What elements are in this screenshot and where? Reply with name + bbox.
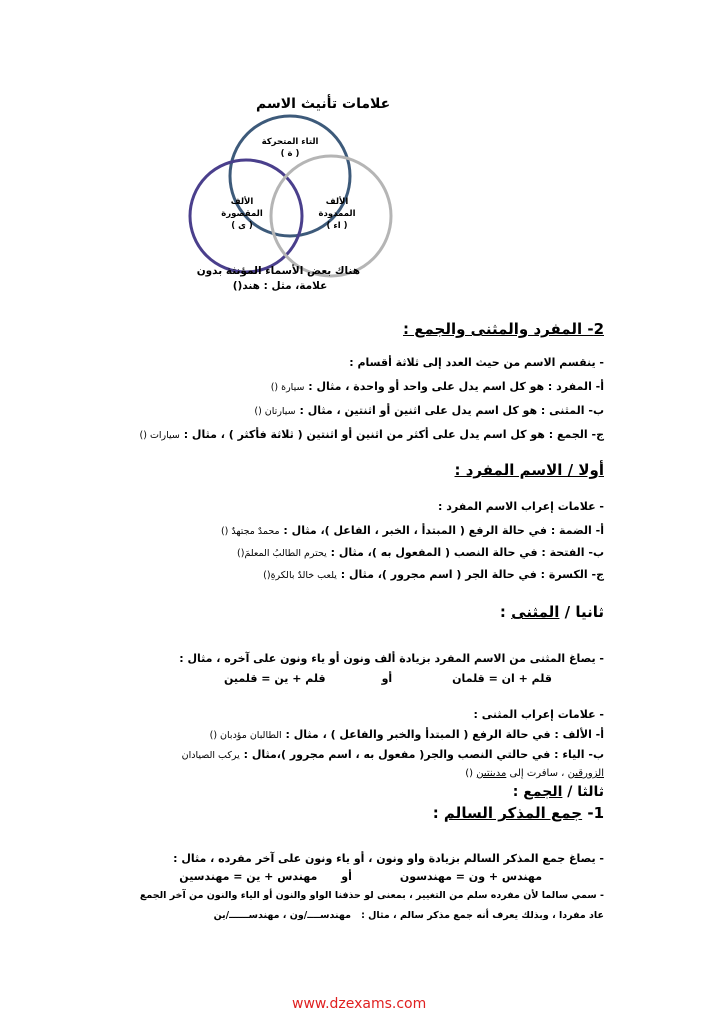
- muthanna-sign-b: ب- الياء : في حالتي النصب والجر( مفعول به ، اسم مجرور )،مثال : يركب الصيادان: [181, 748, 604, 761]
- venn-note: هناك بعض الأسماء المؤنثة بدون علامة، مثل : هند(): [196, 265, 360, 292]
- section2-heading: 2- المفرد والمثنى والجمع :: [403, 320, 604, 338]
- venn-label-right: الألف الممدودة ( اء ): [318, 197, 356, 231]
- venn-label-left: الألف المقصورة ( ى ): [221, 197, 263, 231]
- section2-intro: - ينقسم الاسم من حيث العدد إلى ثلاثة أقسام :: [349, 356, 604, 369]
- jam-examples: مهندس + ون = مهندسونأومهندس + ين = مهندسين: [179, 870, 542, 883]
- venn-label-top: التاء المتحركة ( ة ): [261, 137, 319, 159]
- muthanna-sign-a: أ- الألف : في حالة الرفع ( المبتدأ والخبر والفاعل ) ، مثال : الطالبان مؤدبان (): [209, 728, 604, 741]
- mufrad-item-b: ب- الفتحة : في حالة النصب ( المفعول به )، مثال : يحترم الطالبُ المعلمَ(): [237, 546, 604, 559]
- mufrad-item-c: ج- الكسرة : في حالة الجر ( اسم مجرور )، مثال : يلعب خالدٌ بالكرةِ(): [263, 568, 604, 581]
- mufrad-intro: - علامات إعراب الاسم المفرد :: [437, 500, 604, 513]
- jam-definition: - يصاغ جمع المذكر السالم بزيادة واو ونون ، أو ياء ونون على آخر مفرده ، مثال :: [173, 852, 604, 865]
- mufrad-heading: أولا / الاسم المفرد :: [454, 461, 604, 479]
- venn-title: علامات تأنيث الاسم: [256, 96, 391, 112]
- mufrad-item-a: أ- الضمة : في حالة الرفع ( المبتدأ ، الخبر ، الفاعل )، مثال : محمدٌ مجتهدٌ (): [220, 524, 604, 537]
- footer-url[interactable]: www.dzexams.com: [292, 996, 427, 1012]
- muthanna-sign-b-cont: الزورقين ، سافرت إلى مدينتين (): [465, 768, 604, 779]
- muthanna-definition: - يصاغ المثنى من الاسم المفرد بزيادة ألف ونون أو ياء ونون على آخره ، مثال :: [179, 652, 604, 665]
- section2-item-c: ج- الجمع : هو كل اسم يدل على أكثر من اثنين أو اثنتين ( ثلاثة فأكثر ) ، مثال : سيارات (): [139, 428, 604, 441]
- muthanna-heading: ثانيا / المثنى :: [499, 603, 604, 621]
- jam-note-2: عاد مفردا ، وبذلك يعرف أنه جمع مذكر سالم ، مثال :مهندســــ/ون ، مهندســــــ/ين: [213, 910, 604, 921]
- jam-subheading: 1- جمع المذكر السالم :: [432, 804, 604, 822]
- jam-note-1: - سمي سالما لأن مفرده سلم من التغيير ، بمعنى لو حذفنا الواو والنون أو الياء والنون من آخر الجمع: [139, 890, 604, 901]
- section2-item-b: ب- المثنى : هو كل اسم يدل على اثنين أو اثنتين ، مثال : سيارتان (): [254, 404, 604, 417]
- jam-heading: ثالثا / الجمع :: [512, 784, 604, 800]
- section2-item-a: أ- المفرد : هو كل اسم يدل على واحد أو واحدة ، مثال : سيارة (): [270, 380, 604, 393]
- muthanna-examples: قلم + ان = قلمانأوقلم + ين = قلمين: [224, 672, 552, 685]
- muthanna-signs-intro: - علامات إعراب المثنى :: [473, 708, 604, 721]
